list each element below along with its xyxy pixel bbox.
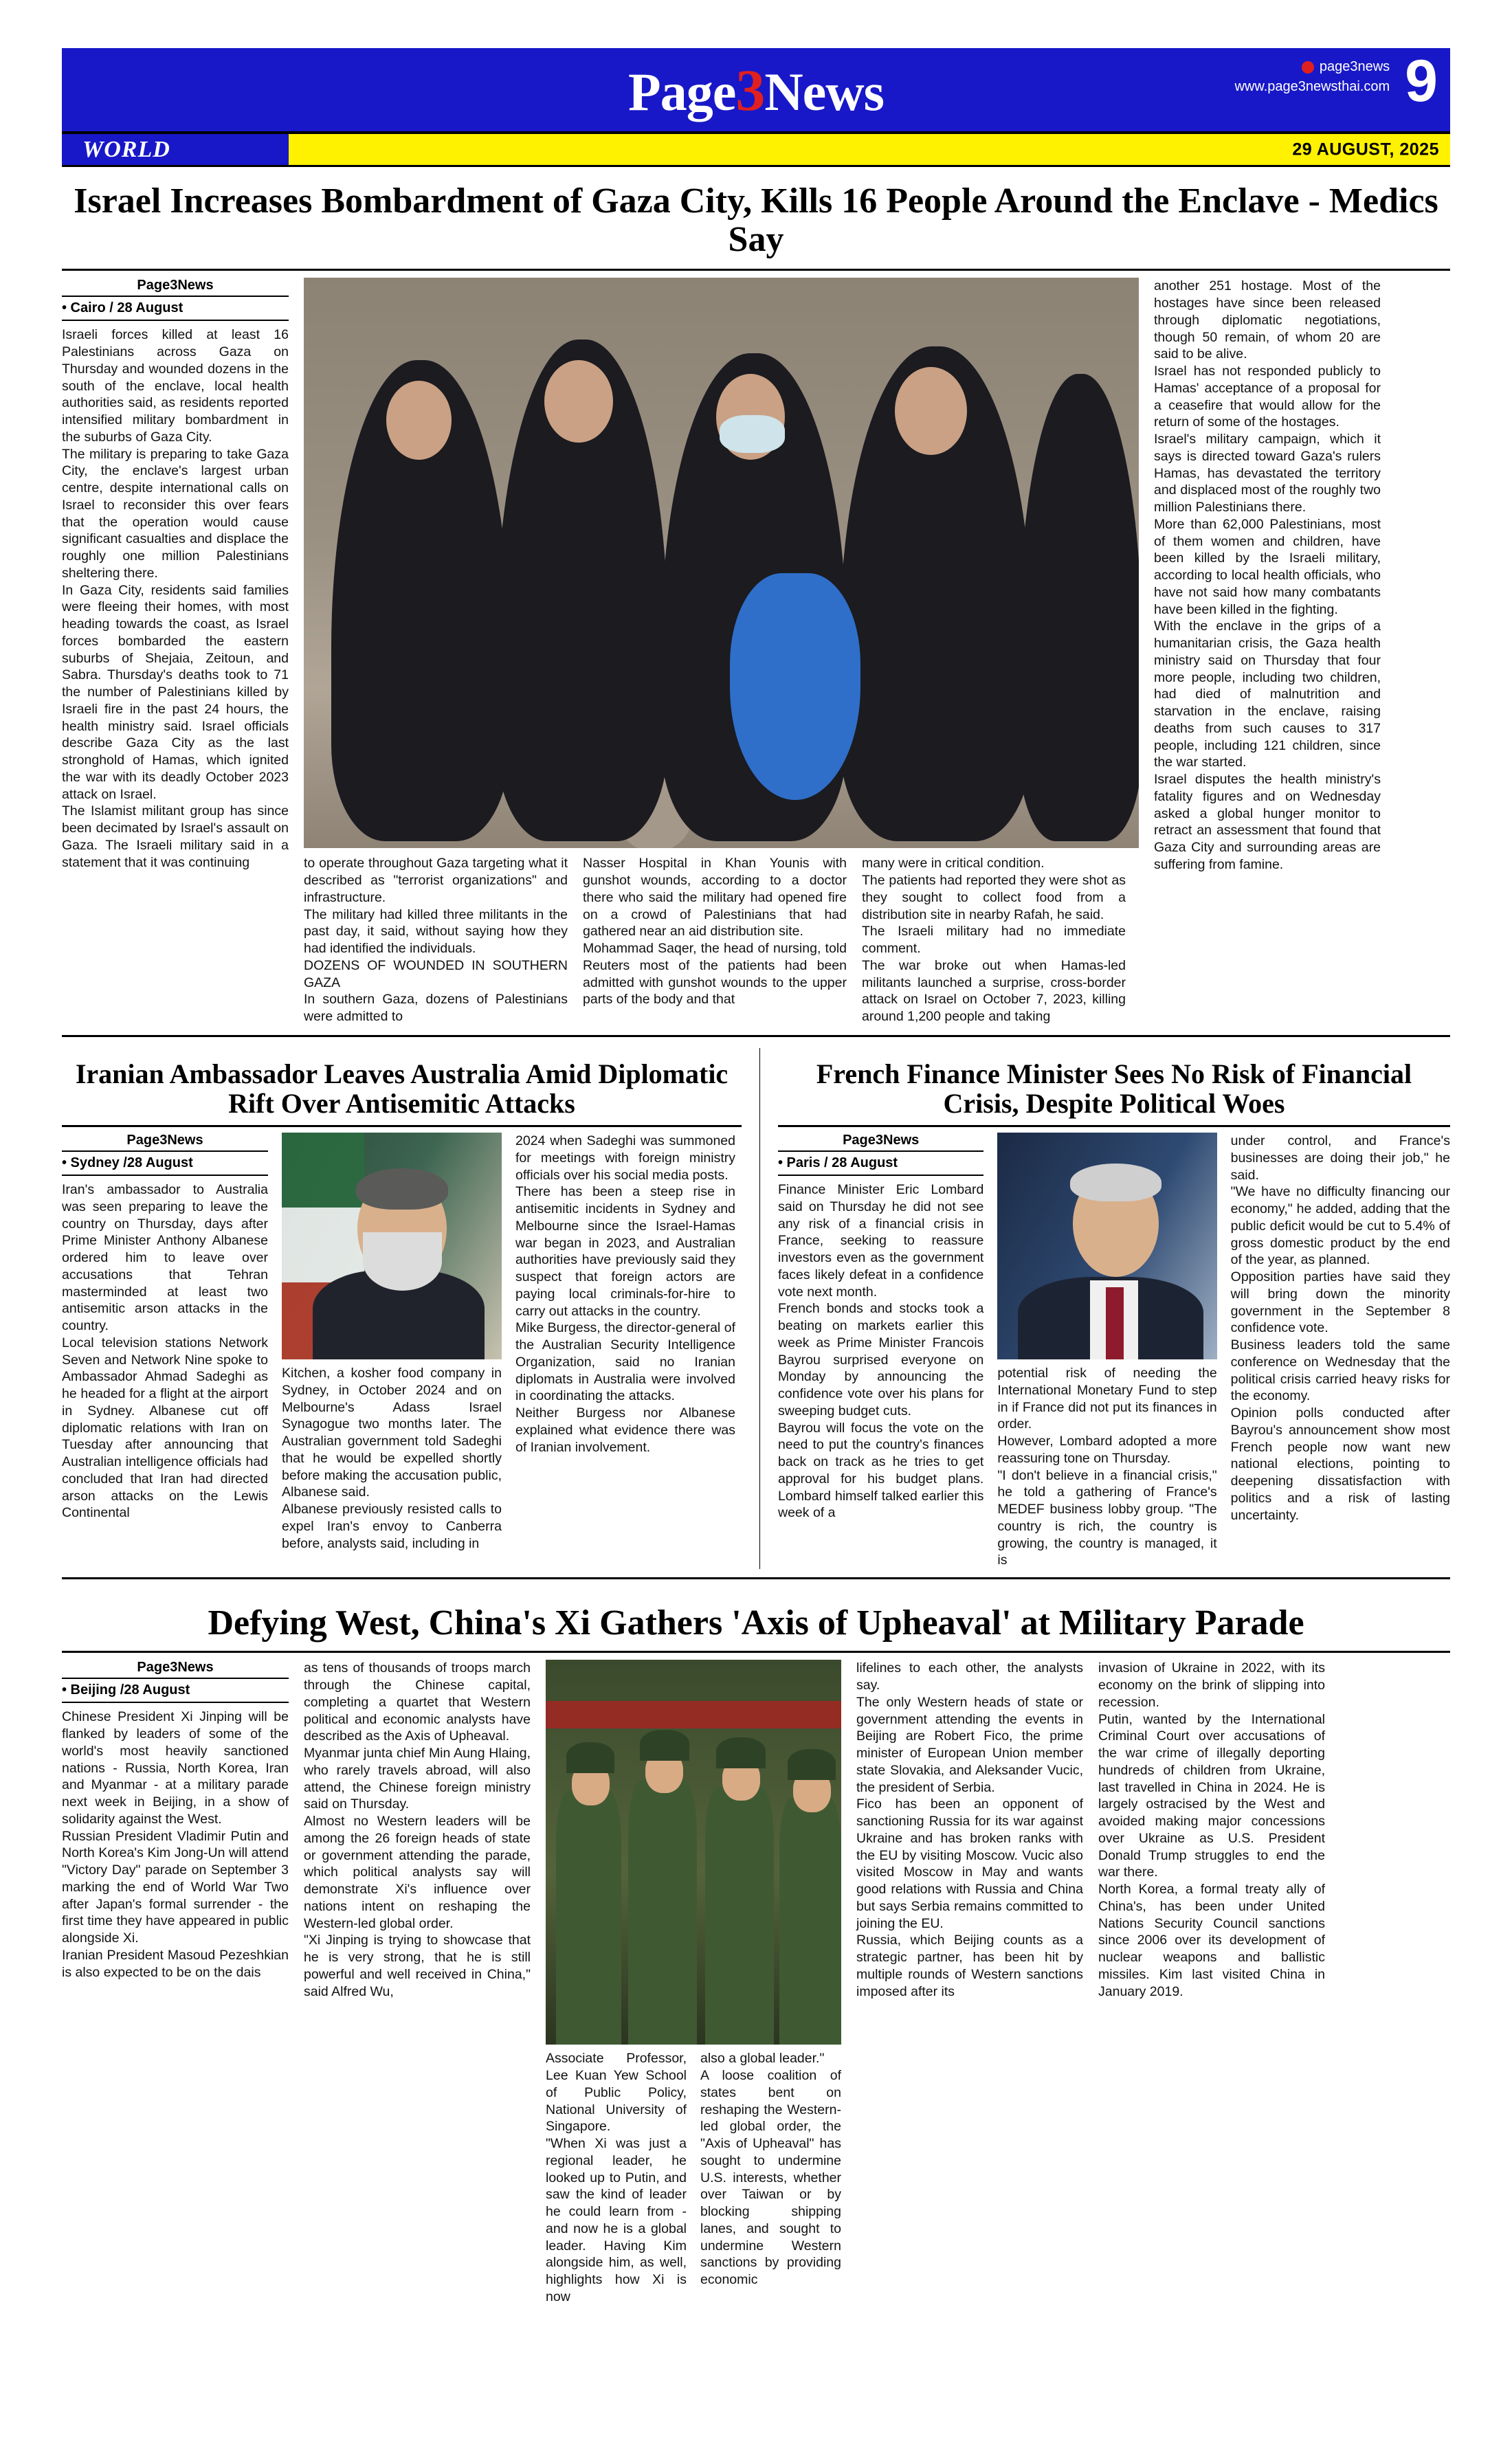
story1-center-block <box>304 278 1139 1025</box>
byline-location: • Sydney /28 August <box>62 1152 268 1176</box>
paragraph: Kitchen, a kosher food company in Sydney, in October 2024 and on Melbourne's Adass Israel Synagogue two months later. The Australian government told Sadeghi that he would be expelled shortly before making the accusation public, Albanese said. <box>282 1366 502 1500</box>
paragraph: under control, and France's businesses are doing their job," he said. <box>1230 1133 1450 1183</box>
story4-column-2 <box>304 1660 531 2305</box>
paragraph: also a global leader." <box>700 2051 825 2067</box>
story1-column-1 <box>62 278 289 1025</box>
paragraph: The patients had reported they were shot as they sought to collect food from a distribution site in nearby Rafah, he said. <box>862 873 1126 922</box>
story1-photo <box>304 278 1139 848</box>
story2-byline <box>62 1133 268 1176</box>
byline-source: Page3News <box>62 278 289 297</box>
paragraph: Iran's ambassador to Australia was seen preparing to leave the country on Thursday, days after Prime Minister Anthony Albanese ordered him to leave over accusations that Tehran masterminded at least two antisemitic arson attacks in the country. <box>62 1182 268 1334</box>
face <box>895 367 967 455</box>
story3 <box>778 1048 1450 1569</box>
paragraph: "Xi Jinping is trying to showcase that he is very strong, that he is still powerful and well received in China," said Alfred Wu, <box>304 1933 531 1999</box>
story2-headline: Iranian Ambassador Leaves Australia Amid Diplomatic Rift Over Antisemitic Attacks <box>75 1058 729 1119</box>
story1-column-5 <box>1154 278 1381 1025</box>
paragraph: In southern Gaza, dozens of Palestinians were admitted to <box>304 992 568 1025</box>
story4-column-1 <box>62 1660 289 2305</box>
story4 <box>62 1592 1450 2305</box>
story4-column-4 <box>700 2050 841 2305</box>
paragraph: Local television stations Network Seven and Network Nine spoke to Ambassador Ahmad Sadeghi as he headed for a flight at the airport in Sydney. Albanese cut off diplomatic relations with Iran on Tuesday after announcing that Australian intelligence officials had concluded that Iran had directed arson attacks on the Lewis Continental <box>62 1335 268 1521</box>
paragraph: Neither Burgess nor Albanese explained what evidence there was of Iranian involvement. <box>515 1405 735 1455</box>
paragraph: Business leaders told the same conference on Wednesday that the political crisis carried heavy risks for the economy. <box>1230 1337 1450 1404</box>
child-figure <box>730 573 860 800</box>
story1-byline <box>62 278 289 321</box>
issue-date: 29 AUGUST, 2025 <box>1292 140 1439 159</box>
section-strip <box>62 134 1450 167</box>
portrait-hair <box>1070 1164 1161 1201</box>
paragraph: "When Xi was just a regional leader, he looked up to Putin, and saw the kind of leader he could learn from - and now he is a global leader. Having Kim alongside him, as well, highlights how Xi is now <box>546 2136 687 2304</box>
story2-column-1 <box>62 1133 268 1552</box>
paragraph: In Gaza City, residents said families were fleeing their homes, with most heading towards the coast, as Israel forces bombarded the eastern suburbs of Shejaia, Zeitoun, and Sabra. Thursday's deaths took to 71 the number of Palestinians killed by Israeli fire in the past 24 hours, the health ministry said. Israel officials describe Gaza City as the last stronghold of Hamas, which ignited the war with its deadly October 2023 attack on Israel. <box>62 582 289 802</box>
soldier-cap <box>566 1742 614 1773</box>
story1-column-3 <box>583 855 847 1025</box>
face-mask <box>720 415 785 453</box>
paragraph: Finance Minister Eric Lombard said on Thursday he did not see any risk of a financial crisis in France, seeking to reassure investors even as the government faces likely defeat in a confidence vote next month. <box>778 1182 984 1300</box>
byline-source: Page3News <box>62 1660 289 1679</box>
paragraph: Chinese President Xi Jinping will be flanked by leaders of some of the world's most heavily sanctioned nations - Russia, North Korea, Iran and Myanmar - at a military parade next week in Beijing, in a show of solidarity against the West. <box>62 1709 289 1827</box>
section-label: WORLD <box>62 134 289 165</box>
paragraph: The military had killed three militants in the past day, it said, without saying how they had identified the individuals. <box>304 906 568 957</box>
paragraph: The only Western heads of state or government attending the events in Beijing are Robert Fico, the prime minister of European Union member state Slovakia, and Aleksander Vucic, the president of Serbia. <box>856 1694 1083 1795</box>
story3-headline: French Finance Minister Sees No Risk of Financial Crisis, Despite Political Woes <box>816 1058 1412 1119</box>
paragraph: lifelines to each other, the analysts say. <box>856 1660 1083 1693</box>
story2-column-2 <box>282 1133 502 1552</box>
page-number: 9 <box>1405 48 1438 114</box>
story3-byline <box>778 1133 983 1176</box>
story1-column-2 <box>304 855 568 1025</box>
paragraph: There has been a steep rise in antisemitic incidents in Sydney and Melbourne since the Israel-Hamas war began in 2023, and Australian authorities have previously said they suspect that foreign actors are paying local criminals-for-hire to carry out attacks in the country. <box>515 1184 735 1319</box>
paragraph: Mike Burgess, the director-general of the Australian Security Intelligence Organization, said no Iranian diplomats in Australia were involved in coordinating the attacks. <box>515 1320 735 1404</box>
masthead-logo <box>628 56 884 123</box>
story4-photo <box>546 1660 841 2045</box>
paragraph: With the enclave in the grips of a humanitarian crisis, the Gaza health ministry said on Thursday that four more people, including two children, had died of malnutrition and starvation in the enclave, raising deaths from such causes to 317 people, including 121 children, since the war started. <box>1154 619 1381 770</box>
stories-row <box>62 1048 1450 1569</box>
paragraph: However, Lombard adopted a more reassuring tone on Thursday. <box>997 1434 1217 1466</box>
story3-column-1 <box>778 1133 983 1569</box>
paragraph: Almost no Western leaders will be among the 26 foreign heads of state or government attending the parade, which political analysts say will demonstrate Xi's influence over nations intent on reshaping the Western-led global order. <box>304 1814 531 1931</box>
paragraph: Israeli forces killed at least 16 Palestinians across Gaza on Thursday and wounded dozens in the south of the enclave, local health authorities said, as residents reported intensified military bombardment in the suburbs of Gaza City. <box>62 327 289 445</box>
face <box>386 381 452 460</box>
paragraph: The military is preparing to take Gaza City, the enclave's largest urban centre, despite international calls on Israel to reconsider this over fears that the operation would cause significant casualties and displace the roughly one million Palestinians sheltering there. <box>62 446 289 581</box>
paragraph: Bayrou will focus the vote on the need to put the country's finances back on track as he tries to get approval for his budget plans. Lombard himself talked earlier this week of a <box>778 1420 984 1521</box>
paragraph: to operate throughout Gaza targeting what it described as "terrorist organizations" and infrastructure. <box>304 856 568 905</box>
story2 <box>62 1048 742 1569</box>
byline-source: Page3News <box>62 1133 268 1152</box>
rule-under-headline4 <box>62 1651 1450 1653</box>
paragraph: The Israeli military had no immediate comment. <box>862 924 1126 957</box>
portrait-tie <box>1106 1287 1124 1359</box>
website-url[interactable]: www.page3newsthai.com <box>1234 79 1390 94</box>
soldier <box>556 1790 621 2045</box>
soldier-cap <box>788 1749 836 1780</box>
paragraph: potential risk of needing the International Monetary Fund to step in if France did not put its finances in order. <box>997 1366 1217 1432</box>
byline-source: Page3News <box>778 1133 983 1152</box>
story4-center-block <box>546 1660 841 2305</box>
portrait-beard <box>363 1232 442 1291</box>
paragraph: A loose coalition of states bent on reshaping the Western-led global order, the "Axis of Upheaval" has sought to undermine U.S. interests, whether over Taiwan or by blocking shipping lanes, and sought to undermine Western sanctions by providing economic <box>700 2068 841 2288</box>
paragraph: another 251 hostage. Most of the hostages have since been released through diplomatic negotiations, though 50 remain, of whom 20 are said to be alive. <box>1154 278 1381 362</box>
paragraph: Albanese previously resisted calls to expel Iran's envoy to Canberra before, analysts said, including in <box>282 1502 502 1551</box>
paragraph: 2024 when Sadeghi was summoned for meetings with foreign ministry officials over his social media posts. <box>515 1133 735 1183</box>
logo-news: News <box>764 61 884 122</box>
paragraph: French bonds and stocks took a beating on markets earlier this week as Prime Minister Francois Bayrou surprised everyone on Monday by announcing the confidence vote over his plans for sweeping budget cuts. <box>778 1301 984 1418</box>
portrait-hair <box>356 1168 448 1210</box>
story4-byline <box>62 1660 289 1703</box>
paragraph: Russia, which Beijing counts as a strategic partner, has been hit by multiple rounds of Western sanctions imposed after its <box>856 1933 1083 1999</box>
face <box>544 360 613 443</box>
paragraph: Nasser Hospital in Khan Younis with gunshot wounds, according to a doctor there who said the military had opened fire on a crowd of Palestinians that had gathered near an aid distribution site. <box>583 856 847 939</box>
logo-page: Page <box>628 61 736 122</box>
paragraph: Putin, wanted by the International Criminal Court over accusations of the war crime of illegally deporting hundreds of children from Ukraine, last travelled in China in 2024. He is largely ostracised by the West and avoided making major concessions over Ukraine as U.S. President Donald Trump struggles to end the war there. <box>1098 1711 1325 1880</box>
soldier-cap <box>716 1737 766 1768</box>
paragraph: Myanmar junta chief Min Aung Hlaing, who rarely travels abroad, will also attend, the Chinese foreign ministry said on Thursday. <box>304 1746 531 1812</box>
paragraph: More than 62,000 Palestinians, most of them women and children, have been killed by the Israeli military, according to local health officials, who have not said how many combatants have been killed in the fighting. <box>1154 516 1381 617</box>
paragraph: many were in critical condition. <box>862 856 1045 871</box>
story1-subcolumns <box>304 855 1139 1025</box>
paragraph: Opposition parties have said they will bring down the minority government in the September 8 confidence vote. <box>1230 1269 1450 1336</box>
story4-column-3 <box>546 2050 687 2305</box>
paragraph: "We have no difficulty financing our economy," he added, adding that the public deficit would be cut to 5.4% of gross domestic product by the end of the year, as planned. <box>1230 1184 1450 1268</box>
paragraph: Opinion polls conducted after Bayrou's announcement show most French people now want new national elections, pointing to deepening dissatisfaction with politics and a risk of lasting uncertainty. <box>1230 1405 1450 1523</box>
social-handle: page3news <box>1319 59 1390 74</box>
paragraph: invasion of Ukraine in 2022, with its economy on the brink of slipping into recession. <box>1098 1660 1325 1710</box>
paragraph: Mohammad Saqer, the head of nursing, told Reuters most of the patients had been admitted with gunshot wounds to the upper parts of the body and that <box>583 941 847 1008</box>
social-handle-row <box>1234 59 1390 75</box>
story3-column-3 <box>1231 1133 1450 1569</box>
byline-location: • Cairo / 28 August <box>62 297 289 321</box>
masthead <box>62 48 1450 134</box>
paragraph: Israel's military campaign, which it says is directed toward Gaza's rulers Hamas, has devastated the territory and displaced most of the roughly two million Palestinians there. <box>1154 432 1381 515</box>
story3-column-2 <box>997 1133 1216 1569</box>
rule-after-story1 <box>62 1035 1450 1037</box>
paragraph: as tens of thousands of troops march through the Chinese capital, completing a quartet that Western political and economic analysts have described as the Axis of Upheaval. <box>304 1660 531 1744</box>
vertical-divider <box>759 1048 760 1569</box>
story3-photo <box>997 1133 1216 1359</box>
paragraph: Associate Professor, Lee Kuan Yew School of Public Policy, National University of Singapore. <box>546 2051 687 2135</box>
soldier <box>779 1797 841 2045</box>
story1 <box>62 278 1450 1025</box>
story2-photo <box>282 1133 502 1359</box>
paragraph: North Korea, a formal treaty ally of China's, has been under United Nations Security Council sanctions since 2006 over its development of nuclear weapons and ballistic missiles. Kim last visited China in January 2019. <box>1098 1882 1325 1999</box>
byline-location: • Paris / 28 August <box>778 1152 983 1176</box>
story2-column-3 <box>515 1133 735 1552</box>
story1-column-4 <box>862 855 1126 1025</box>
soldier <box>628 1780 697 2045</box>
paragraph: Iranian President Masoud Pezeshkian is also expected to be on the dais <box>62 1947 289 1980</box>
paragraph: Israel has not responded publicly to Hamas' acceptance of a proposal for a ceasefire that would allow for the return of some of the hostages. <box>1154 364 1381 430</box>
soldier-cap <box>640 1730 689 1761</box>
paragraph: Israel disputes the health ministry's fatality figures and on Wednesday asked a global hunger monitor to retract an assessment that found that Gaza City and surrounding areas are suffering from famine. <box>1154 772 1381 872</box>
paragraph: The Islamist militant group has since been decimated by Israel's assault on Gaza. The Israeli military said in a statement that it was continuing <box>62 803 289 870</box>
paragraph: Fico has been an opponent of sanctioning Russia for its war against Ukraine and has broken ranks with the EU by visiting Moscow. Vucic also visited Moscow in May and wants good relations with Russia and China but says Serbia remains committed to joining the EU. <box>856 1796 1083 1931</box>
soldier <box>705 1787 774 2045</box>
paragraph: The war broke out when Hamas-led militants launched a surprise, cross-border attack on Israel on October 7, 2023, killing around 1,200 people and taking <box>862 957 1126 1025</box>
rule-under-headline3 <box>778 1125 1450 1127</box>
byline-location: • Beijing /28 August <box>62 1679 289 1703</box>
story4-column-6 <box>1098 1660 1325 2305</box>
story1-headline: Israel Increases Bombardment of Gaza City, Kills 16 People Around the Enclave - Medics Say <box>74 181 1438 260</box>
rule-after-row2 <box>62 1577 1450 1579</box>
paragraph: DOZENS OF WOUNDED IN SOUTHERN GAZA <box>304 957 568 990</box>
story4-headline: Defying West, China's Xi Gathers 'Axis of Upheaval' at Military Parade <box>208 1603 1304 1643</box>
social-icon <box>1302 61 1314 74</box>
red-banner <box>546 1701 841 1728</box>
paragraph: "I don't believe in a financial crisis," he told a gathering of France's MEDEF business lobby group. "The country is rich, the country is growing, the country is managed, it is <box>997 1467 1217 1568</box>
rule-under-headline1 <box>62 269 1450 271</box>
logo-three: 3 <box>735 56 765 123</box>
rule-under-headline2 <box>62 1125 742 1127</box>
paragraph: Russian President Vladimir Putin and North Korea's Kim Jong-Un will attend "Victory Day" parade on September 3 marking the end of World War Two after Japan's formal surrender - the first time they have appeared in public alongside Xi. <box>62 1828 289 1946</box>
story4-column-5 <box>856 1660 1083 2305</box>
masthead-right <box>1234 48 1438 114</box>
